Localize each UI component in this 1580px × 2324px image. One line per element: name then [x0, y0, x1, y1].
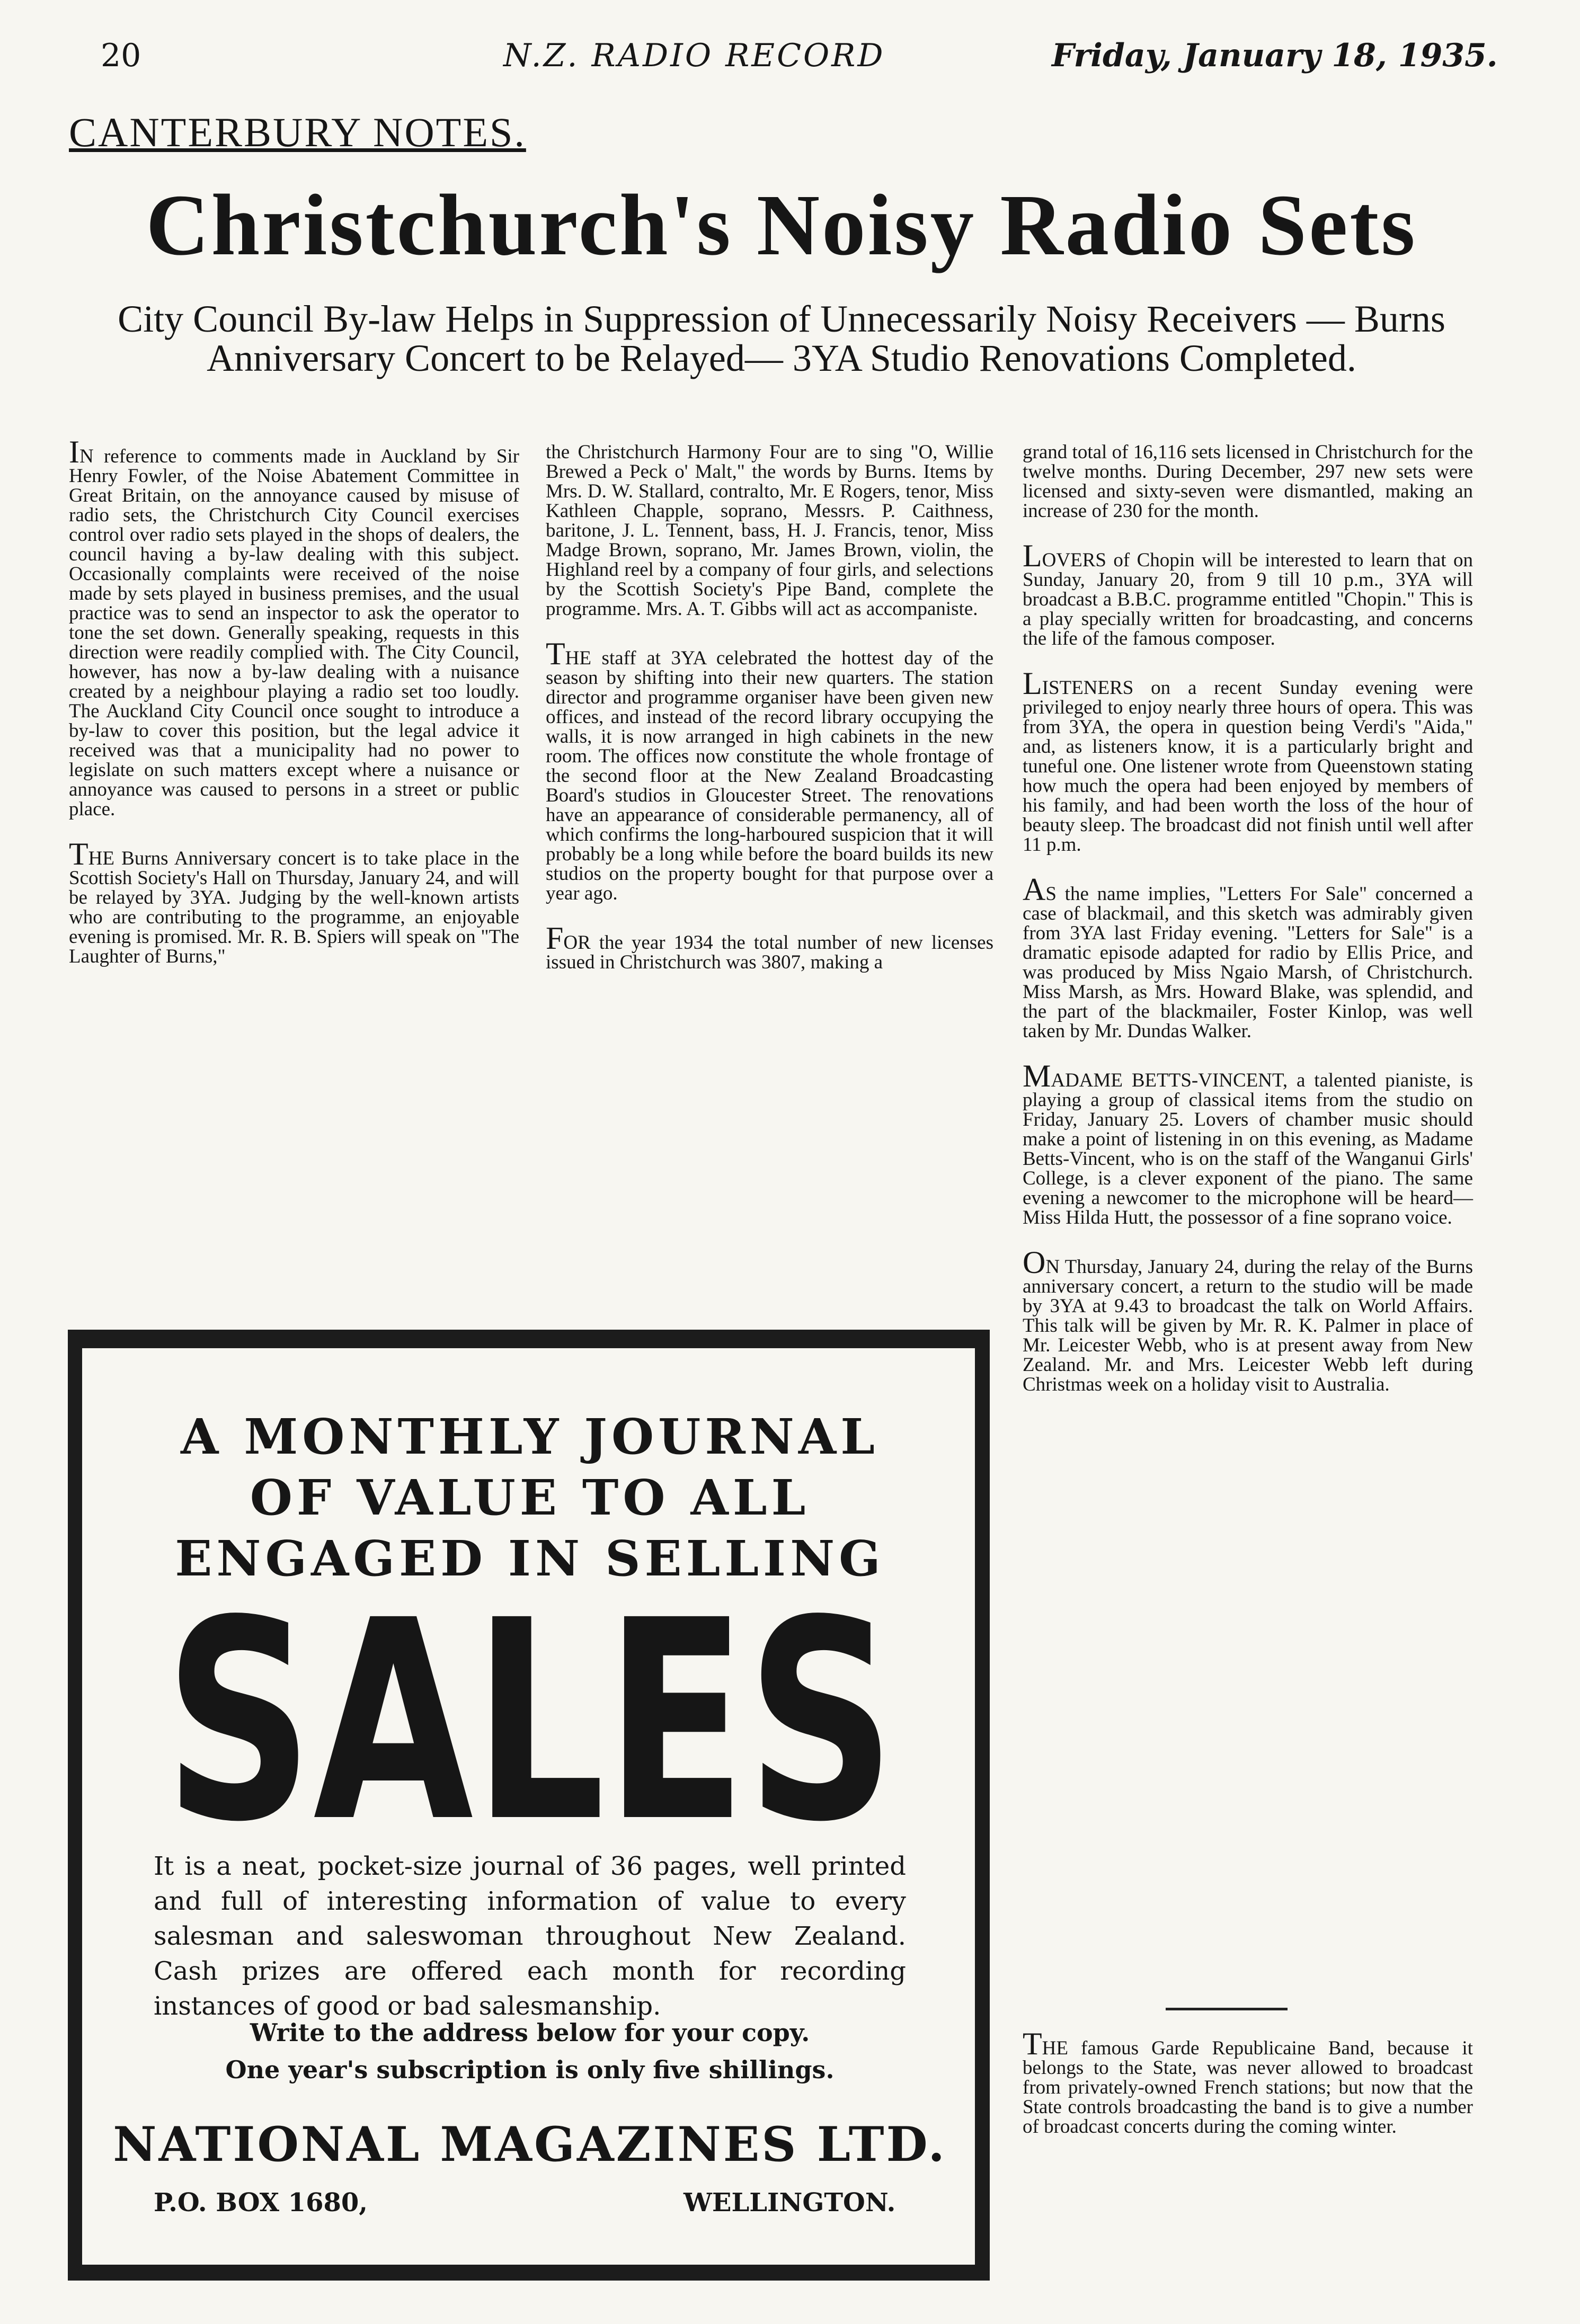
paragraph-text: ISTENERS on a recent Sunday evening were privileged to enjoy nearly three hours of opera. This was from 3YA, the opera in question being Verdi's "Aida," and, as listeners know, it is a particularly bright and tuneful one. One listener wrote from Queenstown stating how much the opera had been enjoyed by members of his family, and had been worth the loss of the hour of beauty sleep. The broadcast did not finish until well after 11 p.m. — [1023, 677, 1473, 856]
ad-body-text: It is a neat, pocket-size journal of 36 pages, well printed and full of interesting information of value to every salesman and saleswoman throughout New Zealand. Cash prizes are offered each month for recording instances of good or bad salesmanship. — [154, 1851, 906, 2021]
paragraph-text: S the name implies, "Letters For Sale" concerned a case of blackmail, and this sketch was admirably given from 3YA last Friday evening. "Letters for Sale" is a dramatic episode adapted for radio by Ellis Price, and was produced by Miss Ngaio Marsh, of Christchurch. Miss Marsh, as Mrs. Howard Blake, was splendid, and the part of the blackmailer, Foster Kinlop, was well taken by Mr. Dundas Walker. — [1023, 883, 1473, 1042]
paragraph — [1023, 666, 1473, 856]
page-number: 20 — [101, 37, 141, 74]
paragraph — [1023, 442, 1473, 521]
ad-company-name: NATIONAL MAGAZINES LTD. — [113, 2116, 947, 2172]
paragraph-text: HE famous Garde Republicaine Band, because it belongs to the State, was never allowed to broadcast from privately-owned French stations; but now that the State controls broadcasting the band is to give a number of broadcast concerts during the coming winter. — [1023, 2037, 1473, 2138]
article-headline: Christchurch's Noisy Radio Sets — [146, 176, 1417, 273]
text-column-3 — [1023, 442, 1473, 1420]
ad-headline-line: A MONTHLY JOURNAL — [181, 1408, 879, 1465]
publication-name: N.Z. RADIO RECORD — [503, 37, 885, 74]
ad-headline — [106, 1406, 954, 1589]
drop-cap: F — [546, 921, 564, 956]
text-column-2 — [546, 442, 993, 998]
drop-cap: M — [1023, 1058, 1051, 1093]
paragraph-text: N Thursday, January 24, during the relay of the Burns anniversary concert, a return to the studio will be made by 3YA at 9.43 to broadcast the talk on World Affairs. This talk will be given by Mr. R. K. Palmer in place of Mr. Leicester Webb, who is at present away from New Zealand. Mr. and Mrs. Leicester Webb left during Christmas week on a holiday visit to Australia. — [1023, 1256, 1473, 1395]
drop-cap: T — [546, 636, 565, 671]
ad-call-to-action: Write to the address below for your copy. — [250, 2018, 810, 2047]
drop-cap: T — [1023, 2026, 1042, 2061]
article-subheadline: City Council By-law Helps in Suppression of Unnecessarily Noisy Receivers — Burns Anniversary Concert to be Relayed— 3YA Studio Renovations Completed. — [118, 298, 1445, 379]
ad-po-box: P.O. BOX 1680, — [154, 2188, 368, 2218]
paragraph — [1023, 872, 1473, 1042]
ad-headline-line: OF VALUE TO ALL — [250, 1469, 810, 1526]
section-title: CANTERBURY NOTES. — [69, 109, 526, 155]
paragraph-text: N reference to comments made in Auckland by Sir Henry Fowler, of the Noise Abatement Committee in Great Britain, on the annoyance caused by misuse of radio sets, the Christchurch City Council exercises control over radio sets played in the shops of dealers, the council having a by-law dealing with this subject. Occasionally complaints were received of the noise made by sets played in business premises, and the usual practice was to send an inspector to ask the operator to tone the set down. Generally speaking, requests in this direction were readily complied with. The City Council, however, has now a by-law dealing with a nuisance created by a neighbour playing a radio set too loudly. The Auckland City Council once sought to introduce a by-law to cover this position, but the legal advice it received was that a municipality had no power to legislate on such matters except where a nuisance or annoyance was caused to persons in a street or public place. — [69, 446, 519, 820]
ad-sales-graphic — [154, 1605, 906, 1838]
drop-cap: A — [1023, 872, 1046, 907]
ad-big-word: SALES — [164, 1605, 895, 1838]
text-column-3-bottom — [1023, 2026, 1473, 2162]
drop-cap: O — [1023, 1245, 1046, 1280]
section-divider — [1166, 2008, 1288, 2010]
ad-subscription-price: One year's subscription is only five shillings. — [225, 2055, 835, 2084]
paragraph — [546, 921, 993, 973]
paragraph — [69, 434, 519, 820]
paragraph-text: HE staff at 3YA celebrated the hottest day of the season by shifting into their new quarters. The station director and programme organiser have been given new offices, and instead of the record library occupying the walls, it is now arranged in high cabinets in the new room. The offices now constitute the whole frontage of the second floor at the New Zealand Broadcasting Board's studios in Gloucester Street. The renovations have an appearance of considerable permanency, all of which confirms the long-harboured suspicion that it will probably be a long while before the board builds its new studios on the property bought for that purpose over a year ago. — [546, 647, 993, 904]
paragraph-text: OVERS of Chopin will be interested to learn that on Sunday, January 20, from 9 till 10 p.m., 3YA will broadcast a B.B.C. programme entitled "Chopin." This is a play specially written for broadcasting, and concerns the life of the famous composer. — [1023, 549, 1473, 649]
ad-headline-line: ENGAGED IN SELLING — [175, 1530, 885, 1587]
paragraph — [1023, 2026, 1473, 2138]
paragraph — [1023, 1245, 1473, 1395]
paragraph — [546, 636, 993, 904]
drop-cap: L — [1023, 666, 1042, 701]
text-column-1 — [69, 434, 519, 992]
paragraph-text: grand total of 16,116 sets licensed in Christchurch for the twelve months. During December, 297 new sets were licensed and sixty-seven were dismantled, making an increase of 230 for the month. — [1023, 441, 1473, 522]
paragraph — [546, 442, 993, 619]
ad-city: WELLINGTON. — [684, 2188, 896, 2218]
issue-date: Friday, January 18, 1935. — [1052, 37, 1498, 74]
paragraph-text: HE Burns Anniversary concert is to take place in the Scottish Society's Hall on Thursday, January 24, and will be relayed by 3YA. Judging by the well-known artists who are contributing to the programme, an enjoyable evening is promised. Mr. R. B. Spiers will speak on "The Laughter of Burns," — [69, 848, 519, 967]
paragraph-text: the Christchurch Harmony Four are to sing "O, Willie Brewed a Peck o' Malt," the words by Burns. Items by Mrs. D. W. Stallard, contralto, Mr. E Rogers, tenor, Miss Kathleen Chapple, soprano, Messrs. P. Caithness, baritone, J. L. Tennent, bass, H. J. Francis, tenor, Miss Madge Brown, soprano, Mr. James Brown, violin, the Highland reel by a company of four girls, and selections by the Scottish Society's Pipe Band, complete the programme. Mrs. A. T. Gibbs will act as accompaniste. — [546, 441, 993, 620]
drop-cap: T — [69, 836, 88, 871]
paragraph — [1023, 1058, 1473, 1228]
paragraph-text: ADAME BETTS-VINCENT, a talented pianiste, is playing a group of classical items from the studio on Friday, January 25. Lovers of chamber music should make a point of listening in on this evening, as Madame Betts-Vincent, who is on the staff of the Wanganui Girls' College, is a clever exponent of the piano. The same evening a newcomer to the microphone will be heard—Miss Hilda Hutt, the possessor of a fine soprano voice. — [1023, 1070, 1473, 1228]
paragraph — [1023, 538, 1473, 649]
paragraph-text: OR the year 1934 the total number of new licenses issued in Christchurch was 3807, making a — [546, 932, 993, 973]
drop-cap: L — [1023, 538, 1042, 573]
paragraph — [69, 836, 519, 967]
drop-cap: I — [69, 434, 79, 469]
